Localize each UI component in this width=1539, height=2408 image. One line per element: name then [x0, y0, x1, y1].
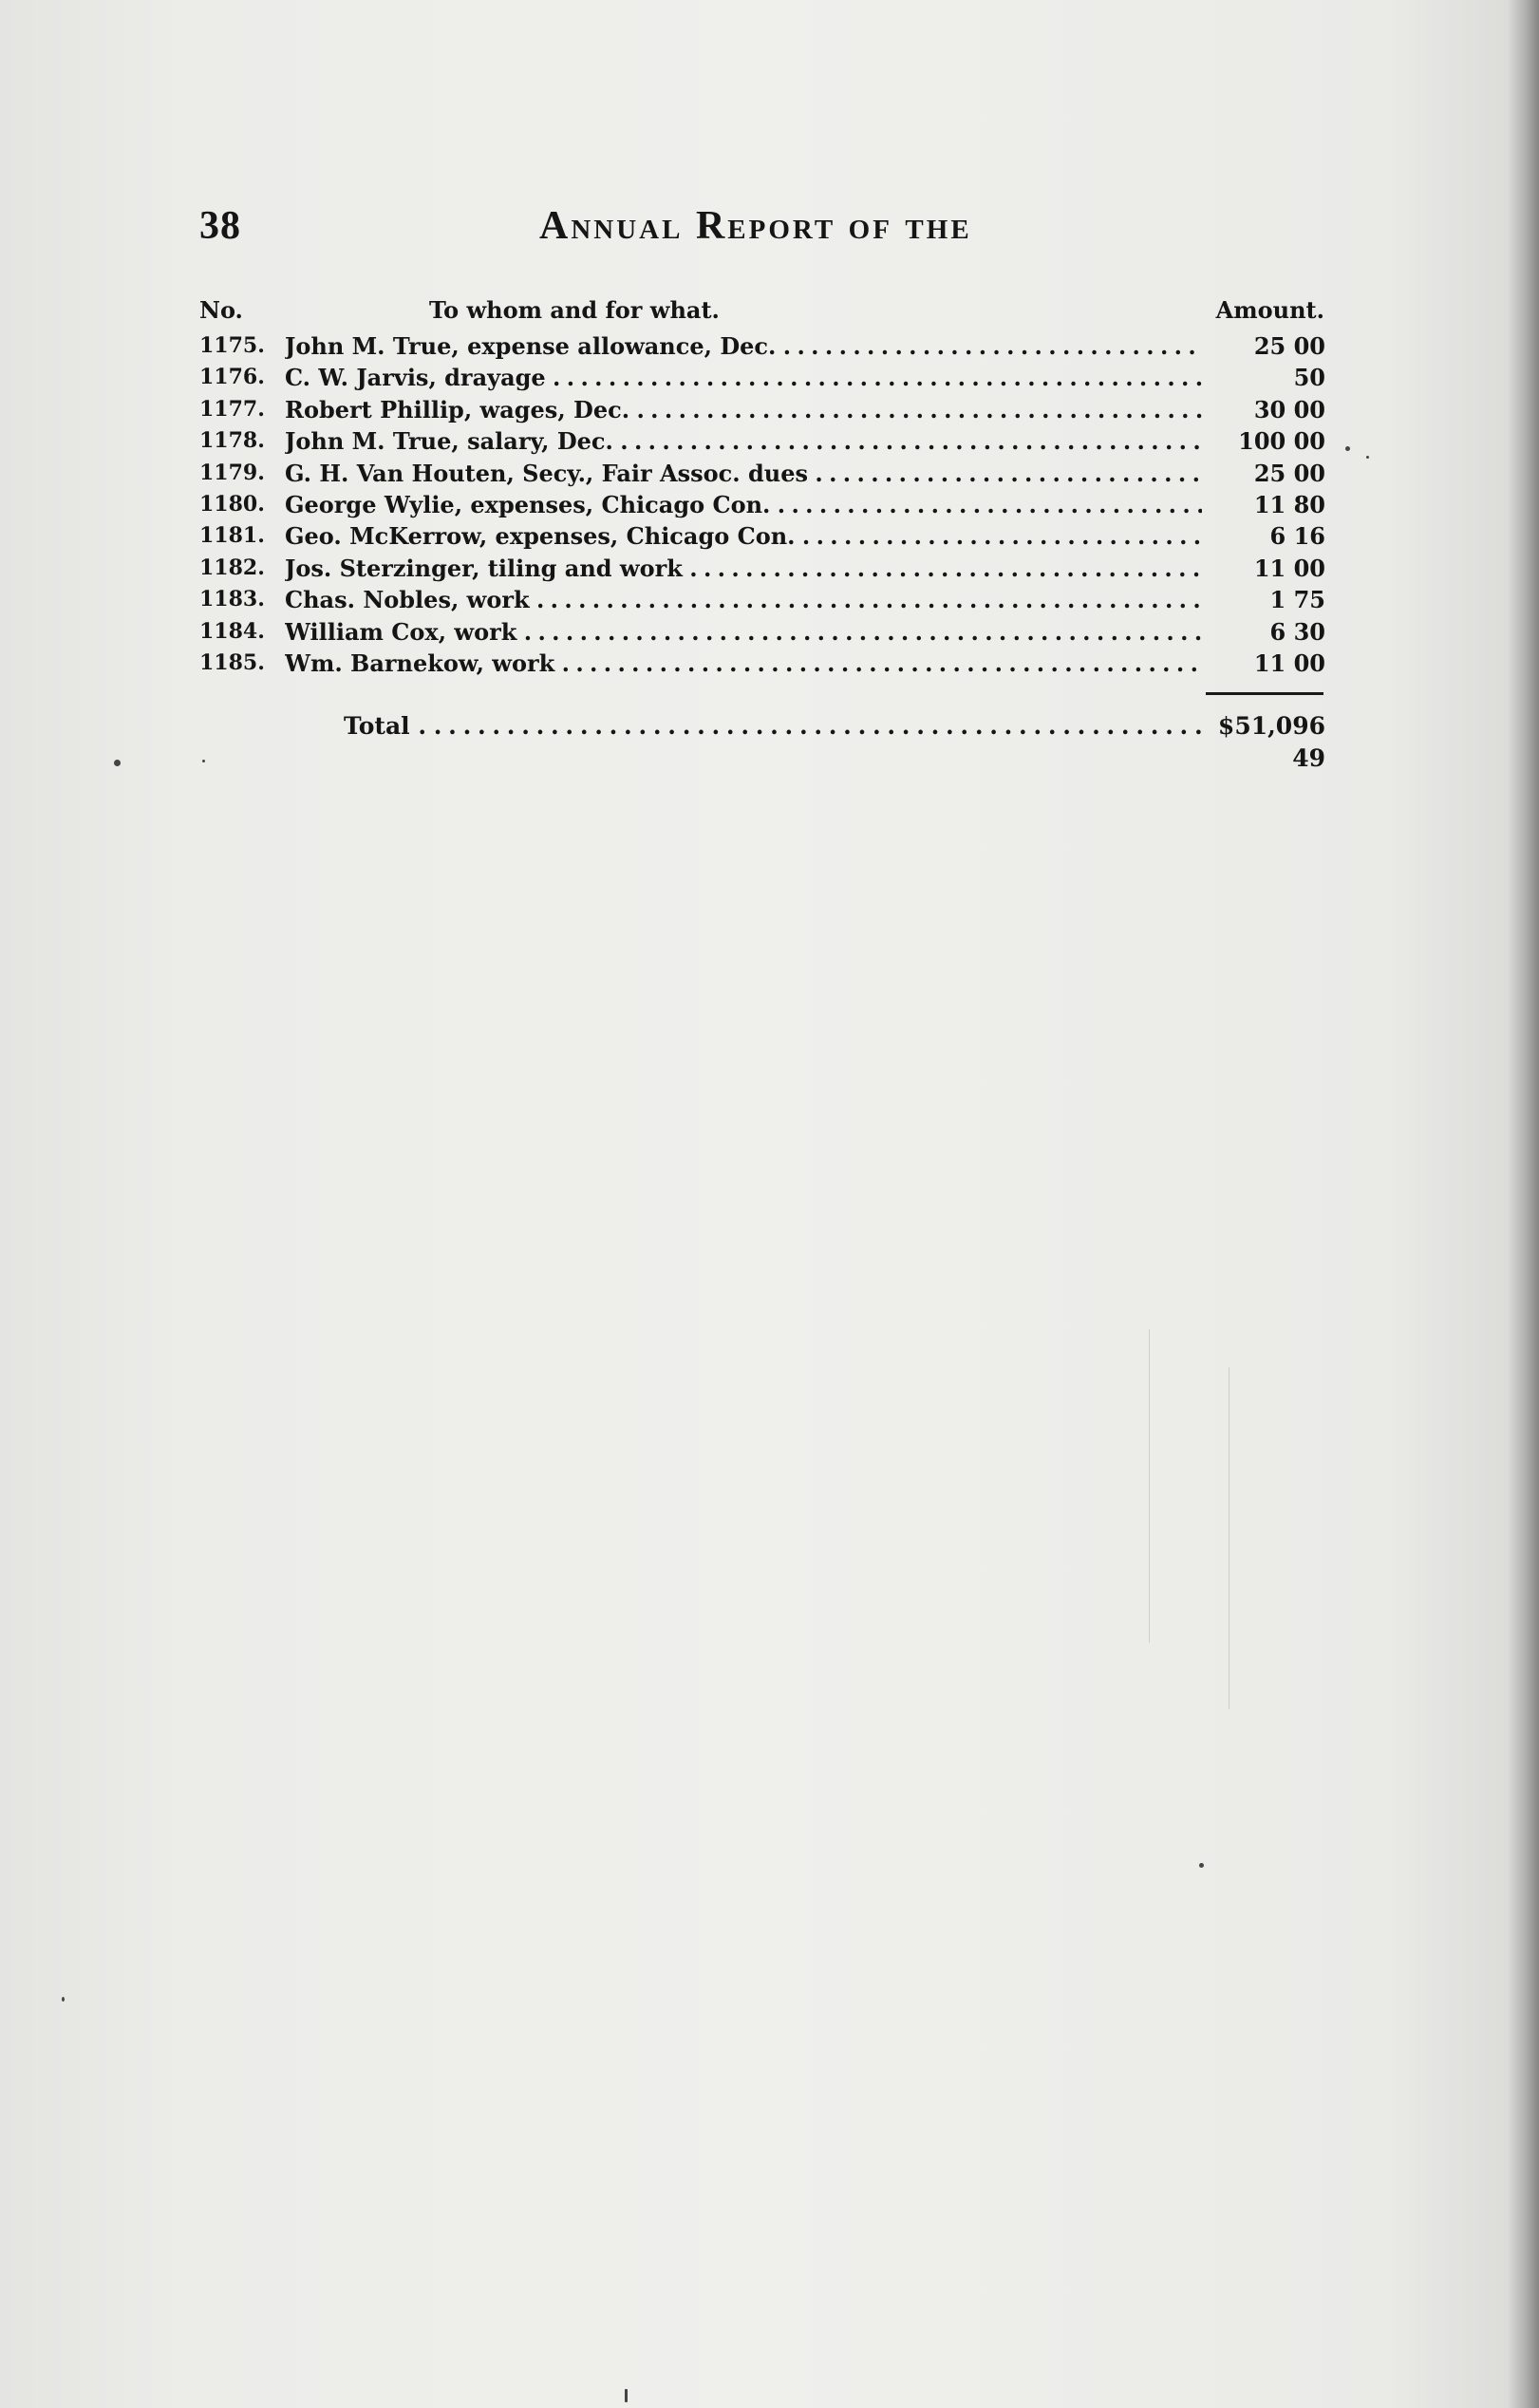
voucher-amount: 11 00 [1253, 554, 1325, 582]
voucher-amount: 50 [1293, 364, 1325, 392]
table-row [199, 425, 1325, 457]
total-rule [1206, 692, 1323, 695]
table-row [199, 458, 1325, 489]
running-head: Annual Report of the [539, 204, 972, 248]
voucher-number: 1175. [199, 333, 265, 358]
voucher-amount: 25 00 [1253, 459, 1325, 487]
scan-speck [114, 760, 121, 766]
scan-speck [1345, 446, 1350, 451]
voucher-description: Robert Phillip, wages, Dec. . . . [285, 394, 1202, 425]
voucher-number: 1183. [199, 587, 265, 612]
voucher-number: 1179. [199, 460, 265, 485]
table-row [199, 553, 1325, 584]
table-row [199, 584, 1325, 615]
column-header-amount: Amount. [1215, 296, 1324, 324]
voucher-number: 1178. [199, 428, 265, 454]
table-row [199, 330, 1325, 362]
voucher-amount: 11 80 [1253, 490, 1325, 518]
voucher-description: Chas. Nobles, work . . . [285, 584, 1202, 615]
voucher-number: 1180. [199, 491, 265, 517]
voucher-number: 1177. [199, 396, 265, 422]
total-row [199, 710, 1325, 772]
voucher-number: 1184. [199, 618, 265, 644]
voucher-amount: 1 75 [1269, 586, 1325, 614]
voucher-description: John M. True, expense allowance, Dec. . . . [285, 330, 1202, 362]
column-header-description: To whom and for what. [429, 296, 720, 324]
voucher-amount: 100 00 [1238, 427, 1325, 456]
voucher-description: John M. True, salary, Dec. . . . [285, 425, 1202, 457]
voucher-description: Geo. McKerrow, expenses, Chicago Con. . . . [285, 520, 1202, 552]
voucher-amount: 6 16 [1269, 522, 1325, 551]
voucher-description: Wm. Barnekow, work . . . [285, 648, 1202, 679]
voucher-amount: 6 30 [1269, 617, 1325, 646]
voucher-description: William Cox, work . . . [285, 616, 1202, 648]
table-row [199, 648, 1325, 679]
voucher-number: 1185. [199, 649, 265, 675]
voucher-amount: 25 00 [1253, 332, 1325, 360]
voucher-number: 1181. [199, 523, 265, 549]
voucher-description: G. H. Van Houten, Secy., Fair Assoc. dues . . . [285, 458, 1202, 489]
scan-speck [1366, 456, 1369, 459]
table-row [199, 362, 1325, 393]
scan-speck [202, 760, 205, 762]
page-number: 38 [199, 204, 241, 248]
voucher-amount: 30 00 [1253, 395, 1325, 423]
table-row [199, 520, 1325, 552]
page-edge-shadow [1507, 0, 1539, 2408]
voucher-list [199, 330, 1325, 679]
column-header-no: No. [199, 296, 243, 324]
table-row [199, 394, 1325, 425]
table-row [199, 489, 1325, 520]
scan-speck [62, 1997, 65, 2002]
paper-fiber [1149, 1329, 1150, 1643]
voucher-description: C. W. Jarvis, drayage . . . [285, 362, 1202, 393]
total-label: Total . . . . [344, 710, 1202, 743]
voucher-description: George Wylie, expenses, Chicago Con. . . . [285, 489, 1202, 520]
table-row [199, 616, 1325, 648]
voucher-number: 1176. [199, 365, 265, 390]
total-value: $51,096 49 [1217, 712, 1325, 772]
scan-speck [1199, 1863, 1204, 1868]
voucher-number: 1182. [199, 555, 265, 580]
voucher-description: Jos. Sterzinger, tiling and work . . . [285, 553, 1202, 584]
voucher-amount: 11 00 [1253, 649, 1325, 677]
scan-speck [625, 2389, 628, 2402]
